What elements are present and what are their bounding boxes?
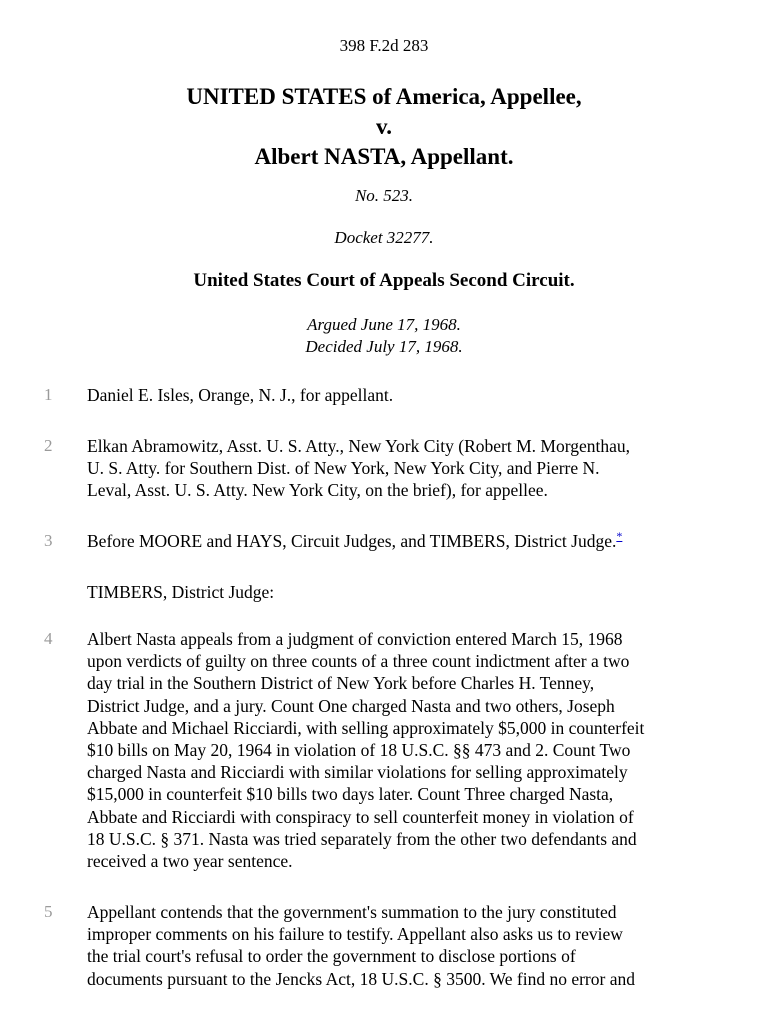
title-appellant: Albert NASTA, Appellant. bbox=[254, 144, 514, 169]
paragraph-line: charged Nasta and Ricciardi with similar violations for selling approximately bbox=[87, 762, 628, 783]
case-number: No. 523. bbox=[354, 186, 414, 205]
argued-date: Argued June 17, 1968. bbox=[307, 315, 461, 334]
paragraph-line: Abbate and Michael Ricciardi, with selling approximately $5,000 in counterfeit bbox=[87, 717, 645, 738]
case-title bbox=[0, 82, 768, 172]
paragraph-line: $10 bills on May 20, 1964 in violation of 18 U.S.C. §§ 473 and 2. Count Two bbox=[87, 740, 631, 761]
paragraph-text bbox=[87, 901, 737, 990]
paragraph-line: TIMBERS, District Judge: bbox=[87, 582, 275, 602]
paragraph-number: 3 bbox=[44, 531, 53, 550]
paragraph-text bbox=[87, 435, 737, 502]
decided-date: Decided July 17, 1968. bbox=[305, 337, 463, 356]
paragraph-line: documents pursuant to the Jencks Act, 18 U.S.C. § 3500. We find no error and bbox=[87, 968, 635, 989]
paragraph-line: U. S. Atty. for Southern Dist. of New York, New York City, and Pierre N. bbox=[87, 458, 600, 479]
paragraph-line: 18 U.S.C. § 371. Nasta was tried separately from the other two defendants and bbox=[87, 828, 637, 849]
paragraph-line: $15,000 in counterfeit $10 bills two days later. Count Three charged Nasta, bbox=[87, 784, 614, 805]
title-versus: v. bbox=[376, 114, 392, 139]
court-name: United States Court of Appeals Second Circuit. bbox=[193, 270, 575, 291]
paragraph-line: improper comments on his failure to testify. Appellant also asks us to review bbox=[87, 924, 623, 945]
paragraph-text bbox=[87, 581, 737, 603]
paragraph-line: Daniel E. Isles, Orange, N. J., for appellant. bbox=[87, 385, 394, 405]
footnote-link[interactable]: * bbox=[616, 529, 623, 544]
paragraph-number: 4 bbox=[44, 629, 53, 648]
paragraph-line: Albert Nasta appeals from a judgment of conviction entered March 15, 1968 bbox=[87, 629, 623, 649]
paragraph-line bbox=[87, 530, 737, 552]
paragraph-text bbox=[87, 530, 737, 552]
paragraph-line: Leval, Asst. U. S. Atty. New York City, on the brief), for appellee. bbox=[87, 480, 548, 501]
paragraph-number: 2 bbox=[44, 436, 53, 455]
paragraph-line: the trial court's refusal to order the government to disclose portions of bbox=[87, 946, 576, 967]
paragraph-number: 5 bbox=[44, 902, 53, 921]
paragraph-line: Abbate and Ricciardi with conspiracy to sell counterfeit money in violation of bbox=[87, 806, 634, 827]
paragraph-line: upon verdicts of guilty on three counts of a three count indictment after a two bbox=[87, 651, 630, 672]
title-appellee: UNITED STATES of America, Appellee, bbox=[186, 84, 582, 109]
paragraph-line: District Judge, and a jury. Count One charged Nasta and two others, Joseph bbox=[87, 695, 615, 716]
docket-number: Docket 32277. bbox=[334, 228, 434, 247]
paragraph-line: received a two year sentence. bbox=[87, 851, 293, 872]
paragraph-text bbox=[87, 384, 737, 406]
case-citation: 398 F.2d 283 bbox=[339, 36, 429, 55]
paragraph-line: Appellant contends that the government's summation to the jury constituted bbox=[87, 902, 617, 922]
case-dates bbox=[0, 314, 768, 358]
paragraph-number: 1 bbox=[44, 385, 53, 404]
paragraph-line-text: Before MOORE and HAYS, Circuit Judges, and TIMBERS, District Judge. bbox=[87, 531, 617, 551]
paragraph-line: Elkan Abramowitz, Asst. U. S. Atty., New York City (Robert M. Morgenthau, bbox=[87, 436, 630, 456]
paragraph-line: day trial in the Southern District of New York before Charles H. Tenney, bbox=[87, 673, 595, 694]
paragraph-text bbox=[87, 628, 737, 872]
